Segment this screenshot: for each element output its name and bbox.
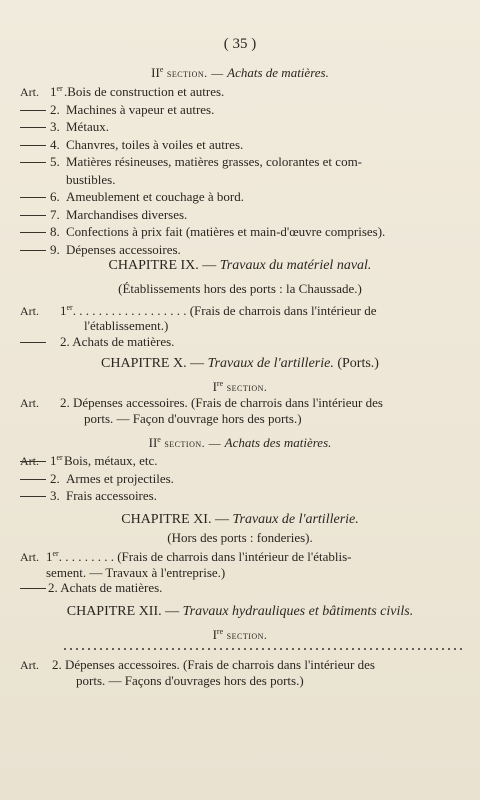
article-text: Dépenses accessoires.	[66, 241, 181, 257]
article-line: ports. — Façons d'ouvrages hors des ports.)	[76, 673, 304, 688]
article-number: 1er	[50, 84, 63, 99]
article-text: bustibles.	[66, 171, 116, 187]
art-label: Art.	[20, 304, 39, 318]
article-text: Confections à prix fait (matières et main-d'œuvre comprises).	[66, 224, 386, 239]
art-label: Art.	[20, 454, 39, 468]
ditto-dash	[20, 461, 46, 462]
article-text: Ameublement et couchage à bord.	[66, 189, 244, 204]
ditto-dash	[20, 197, 46, 198]
section-heading: IIe section. — Achats de matières.	[151, 65, 329, 80]
article-number: 3.	[50, 119, 60, 134]
ditto-dash	[20, 110, 46, 111]
ditto-dash	[20, 250, 46, 251]
article-text: Frais accessoires.	[66, 488, 157, 503]
art-label: Art.	[20, 396, 39, 410]
dotted-rule	[62, 648, 462, 650]
ditto-dash	[20, 232, 46, 233]
article-text: Métaux.	[66, 119, 109, 134]
art-label: Art.	[20, 550, 39, 564]
article-line: ports. — Façon d'ouvrage hors des ports.)	[84, 411, 302, 426]
article-text: Bois, métaux, etc.	[64, 453, 158, 468]
ditto-dash	[20, 479, 46, 480]
article-line: 1er. . . . . . . . . . . . . . . . . . (Frais de charrois dans l'intérieur de	[60, 303, 377, 318]
ditto-dash	[20, 127, 46, 128]
article-number: 2.	[50, 101, 60, 117]
article-number: 8.	[50, 224, 60, 239]
section-heading: Ire section.	[212, 627, 268, 642]
article-number: 2.	[50, 470, 60, 486]
article-text: .Bois de construction et autres.	[64, 84, 225, 99]
article-text: Chanvres, toiles à voiles et autres.	[66, 136, 244, 152]
chapter-heading: CHAPITRE XII. — Travaux hydrauliques et bâtiments civils.	[66, 604, 414, 619]
article-number: 9.	[50, 241, 60, 257]
article-line: 2. Dépenses accessoires. (Frais de charrois dans l'intérieur des	[52, 657, 375, 672]
article-line: 2. Achats de matières.	[60, 334, 175, 349]
article-text: Matières résineuses, matières grasses, colorantes et com-	[66, 154, 363, 169]
article-number: 7.	[50, 206, 60, 222]
chapter-subheading: (Hors des ports : fonderies).	[167, 530, 313, 545]
article-line: 2. Dépenses accessoires. (Frais de charrois dans l'intérieur des	[60, 395, 383, 410]
ditto-dash	[20, 215, 46, 216]
article-line: 2. Achats de matières.	[48, 580, 163, 595]
article-text: Marchandises diverses.	[66, 206, 188, 222]
section-heading: Ire section.	[212, 379, 268, 394]
chapter-heading: CHAPITRE XI. — Travaux de l'artillerie.	[121, 512, 359, 527]
article-number: 4.	[50, 136, 60, 152]
art-label: Art.	[20, 85, 39, 99]
page-number: ( 35 )	[223, 36, 257, 52]
ditto-dash	[20, 342, 46, 343]
article-number: 6.	[50, 189, 60, 204]
ditto-dash	[20, 588, 46, 589]
chapter-heading: CHAPITRE X. — Travaux de l'artillerie. (Ports.)	[101, 356, 379, 371]
article-number: 1er	[50, 453, 63, 468]
article-number: 5.	[50, 154, 60, 169]
section-heading: IIe section. — Achats des matières.	[148, 435, 332, 450]
art-label: Art.	[20, 658, 39, 672]
chapter-heading: CHAPITRE IX. — Travaux du matériel naval.	[108, 258, 372, 273]
article-number: 3.	[50, 488, 60, 503]
article-text: Machines à vapeur et autres.	[66, 101, 215, 117]
chapter-subheading: (Établissements hors des ports : la Chaussade.)	[118, 281, 362, 296]
article-text: Armes et projectiles.	[66, 470, 174, 486]
article-line: sement. — Travaux à l'entreprise.)	[46, 565, 226, 580]
article-line: 1er. . . . . . . . . (Frais de charrois dans l'intérieur de l'établis-	[46, 549, 352, 564]
article-line: l'établissement.)	[84, 318, 169, 333]
ditto-dash	[20, 496, 46, 497]
ditto-dash	[20, 162, 46, 163]
ditto-dash	[20, 145, 46, 146]
